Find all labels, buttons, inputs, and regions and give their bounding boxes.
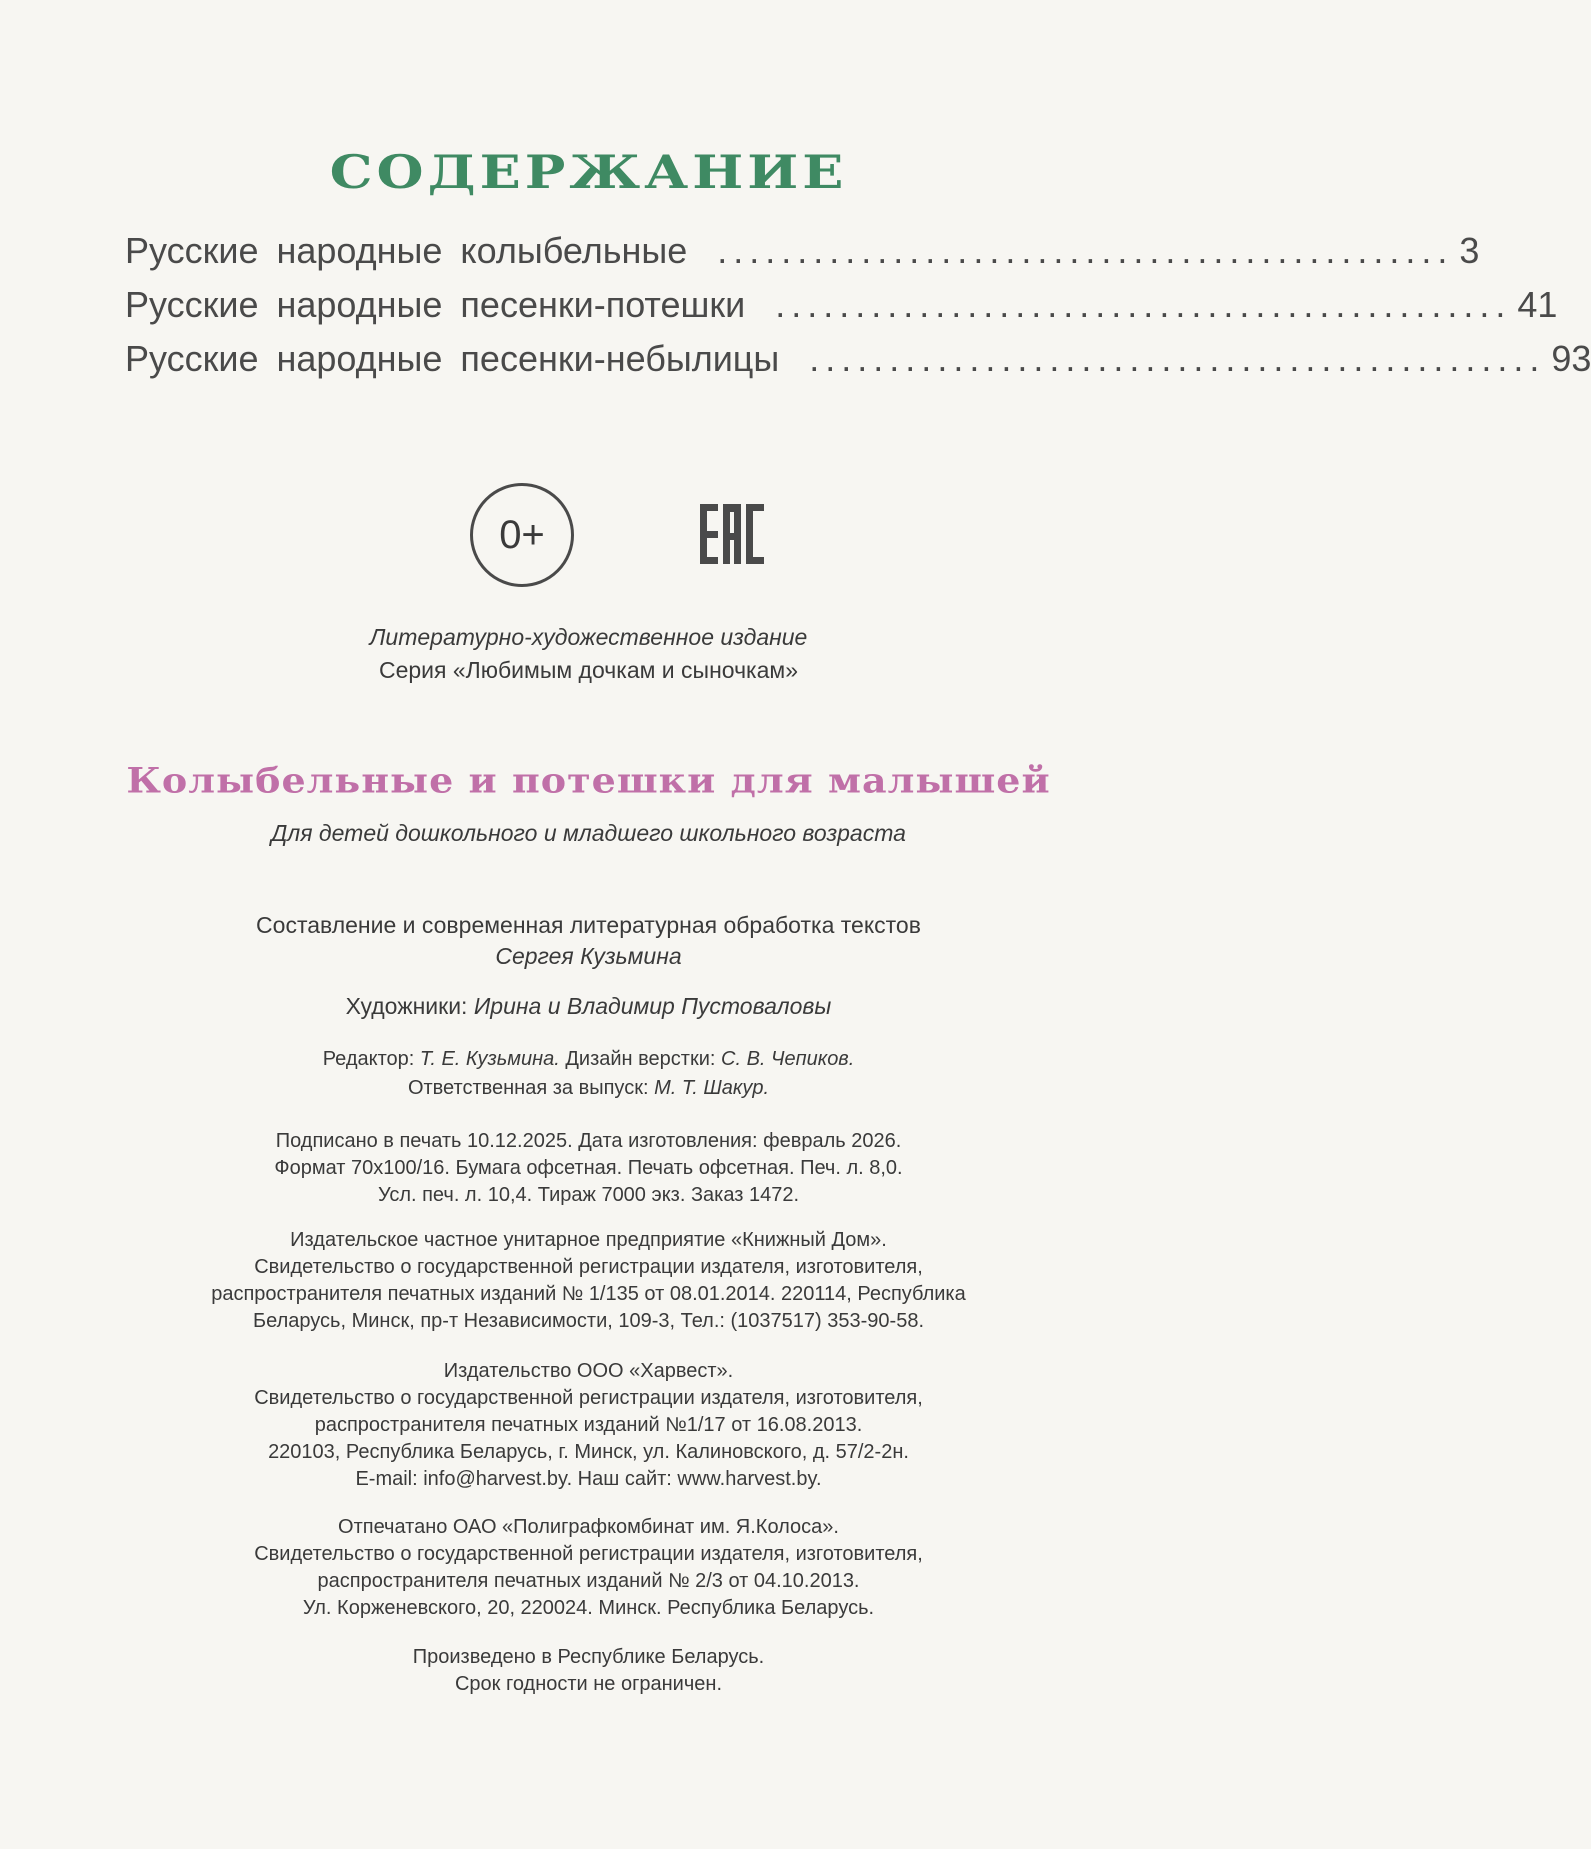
publisher-line: распространителя печатных изданий №1/17 от 16.08.2013.: [314, 1414, 863, 1436]
toc-item-page: 41: [1517, 284, 1558, 325]
toc-item-label: Русские народные песенки-потешки: [125, 284, 746, 325]
publisher-block: [0, 1227, 1177, 1335]
toc-item-page: 93: [1551, 338, 1591, 379]
series-name: Серия «Любимым дочкам и сыночкам»: [378, 657, 799, 683]
printer-line: Свидетельство о государственной регистрации издателя, изготовителя,: [254, 1543, 923, 1565]
shelf-life-line: Срок годности не ограничен.: [454, 1673, 722, 1695]
editor-name: Т. Е. Кузьмина.: [419, 1048, 560, 1070]
responsible-label: Ответственная за выпуск:: [407, 1077, 649, 1099]
toc-leader-dots: ..............................................: [775, 284, 1512, 325]
age-rating-badge: [470, 483, 574, 587]
printer-line: Отпечатано ОАО «Полиграфкомбинат им. Я.Колоса».: [338, 1516, 839, 1538]
editor-label: Редактор:: [322, 1048, 415, 1070]
publisher-contacts-line: E-mail: info@harvest.by. Наш сайт: www.harvest.by.: [355, 1468, 822, 1490]
print-data-line: Усл. печ. л. 10,4. Тираж 7000 экз. Заказ 1472.: [377, 1184, 800, 1206]
artists-names: Ирина и Владимир Пустоваловы: [473, 993, 832, 1019]
toc-item-label: Русские народные колыбельные: [125, 230, 688, 271]
design-label: Дизайн верстки:: [565, 1048, 716, 1070]
publisher-line: 220103, Республика Беларусь, г. Минск, ул. Калиновского, д. 57/2-2н.: [268, 1441, 909, 1463]
responsible-line: [0, 1077, 1177, 1100]
printer-line: распространителя печатных изданий № 2/3 от 04.10.2013.: [317, 1570, 860, 1592]
publisher-line: Издательство ООО «Харвест».: [443, 1360, 734, 1382]
publisher-line: Издательское частное унитарное предприятие «Книжный Дом».: [290, 1229, 887, 1251]
toc-item-page: 3: [1459, 230, 1480, 271]
book-title: Колыбельные и потешки для малышей: [126, 760, 1051, 801]
printer-line: Ул. Корженевского, 20, 220024. Минск. Республика Беларусь.: [302, 1597, 875, 1619]
artists-line: [0, 993, 1177, 1020]
toc-item[interactable]: [125, 338, 1591, 392]
print-data-line: Подписано в печать 10.12.2025. Дата изготовления: февраль 2026.: [275, 1130, 902, 1152]
responsible-name: М. Т. Шакур.: [654, 1077, 770, 1099]
publisher-line: Свидетельство о государственной регистрации издателя, изготовителя,: [254, 1256, 923, 1278]
toc-item[interactable]: [125, 284, 1558, 338]
toc-list: [125, 230, 1591, 392]
audience-note: Для детей дошкольного и младшего школьного возраста: [271, 820, 906, 846]
toc-leader-dots: ..............................................: [809, 338, 1546, 379]
publisher-harvest-block: [0, 1358, 1177, 1493]
print-data-block: [0, 1128, 1177, 1209]
toc-item[interactable]: [125, 230, 1480, 284]
toc-leader-dots: ..............................................: [717, 230, 1454, 271]
eac-mark-icon: [698, 500, 766, 568]
compiler-label: Составление и современная литературная обработка текстов: [256, 912, 921, 938]
design-name: С. В. Чепиков.: [721, 1048, 855, 1070]
edition-kind: Литературно-художественное издание: [369, 624, 808, 650]
printer-block: [0, 1514, 1177, 1622]
editor-line: [0, 1048, 1177, 1071]
origin-line: Произведено в Республике Беларусь.: [412, 1646, 765, 1668]
publisher-line: распространителя печатных изданий № 1/135 от 08.01.2014. 220114, Республика: [211, 1283, 966, 1305]
toc-title: СОДЕРЖАНИЕ: [329, 144, 848, 200]
toc-item-label: Русские народные песенки-небылицы: [125, 338, 780, 379]
origin-block: [0, 1644, 1177, 1698]
compiler-name: Сергея Кузьмина: [495, 943, 682, 969]
publisher-line: Беларусь, Минск, пр-т Независимости, 109-3, Тел.: (1037517) 353-90-58.: [253, 1310, 924, 1332]
age-rating-text: 0+: [499, 512, 545, 557]
artists-label: Художники:: [345, 993, 468, 1019]
print-data-line: Формат 70x100/16. Бумага офсетная. Печать офсетная. Печ. л. 8,0.: [274, 1157, 903, 1179]
publisher-line: Свидетельство о государственной регистрации издателя, изготовителя,: [254, 1387, 923, 1409]
